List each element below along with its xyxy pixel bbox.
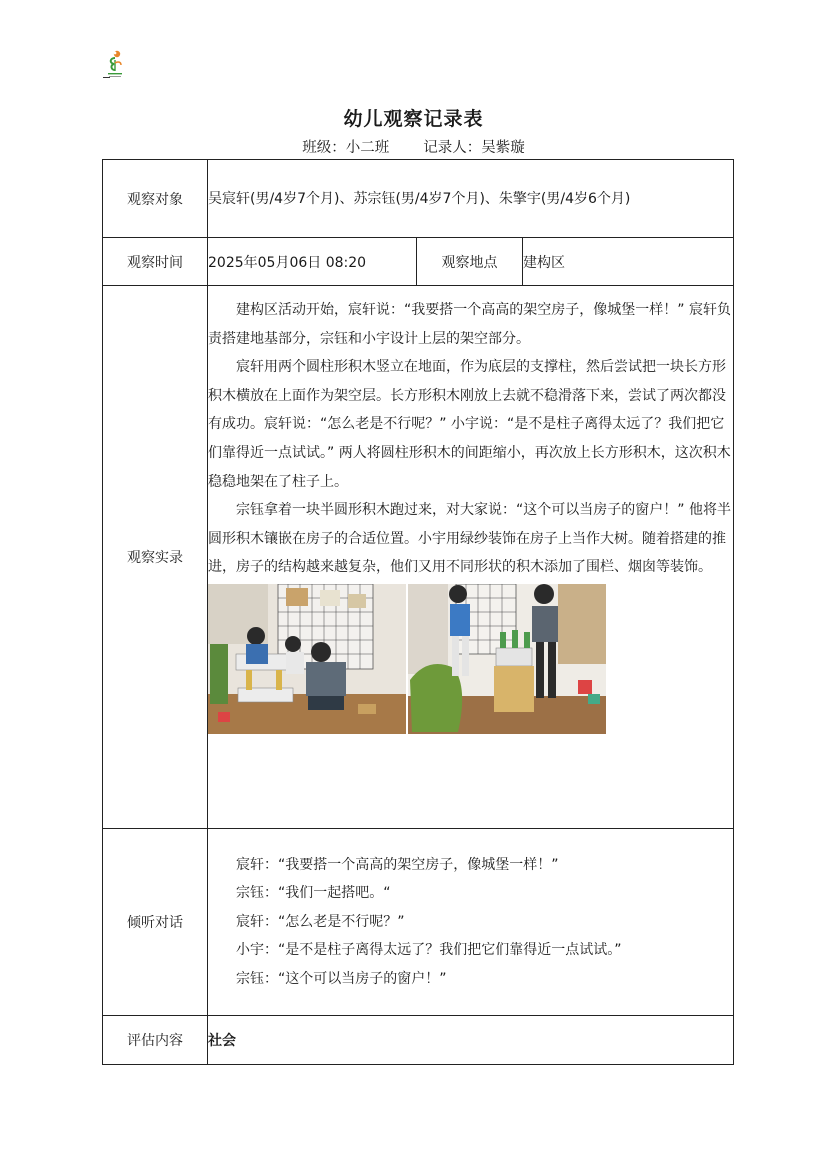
dialogue-label: 倾听对话: [103, 829, 208, 1016]
record-paragraph: 建构区活动开始，宸轩说：“我要搭一个高高的架空房子，像城堡一样！” 宸轩负责搭建地基部分，宗钰和小宇设计上层的架空部分。: [208, 302, 731, 347]
dialogue-line: 宸轩：“怎么老是不行呢？”: [236, 913, 405, 930]
dialogue-line: 宸轩：“我要搭一个高高的架空房子，像城堡一样！”: [236, 856, 559, 873]
place-label: 观察地点: [417, 238, 523, 286]
page-title: 幼儿观察记录表: [343, 108, 484, 130]
record-paragraph: 宸轩用两个圆柱形积木竖立在地面，作为底层的支撑柱，然后尝试把一块长方形积木横放在上面作为架空层。长方形积木刚放上去就不稳滑落下来，尝试了两次都没有成功。宸轩说：“怎么老是不行呢？” 小宇说：“是不是柱子离得太远了？我们把它们靠得近一点试试。” 两人将圆柱形积木的间距缩小，再次放上长方形积木，这次积木稳稳地架在了柱子上。: [208, 359, 731, 490]
observation-table: [102, 159, 734, 1065]
dialogue-line: 宗钰：“这个可以当房子的窗户！”: [236, 970, 447, 987]
assessment-row: [103, 1016, 734, 1065]
place-value: 建构区: [523, 238, 734, 286]
record-row: [103, 286, 734, 829]
record-label: 观察实录: [103, 286, 208, 829]
time-row: [103, 238, 734, 286]
dialogue-row: [103, 829, 734, 1016]
class-label: 班级：小二班: [302, 140, 390, 156]
activity-photo-right: [408, 584, 606, 734]
record-paragraph: 宗钰拿着一块半圆形积木跑过来，对大家说：“这个可以当房子的窗户！” 他将半圆形积木镶嵌在房子的合适位置。小宇用绿纱装饰在房子上当作大树。随着搭建的推进，房子的结构越来越复杂，他们又用不同形状的积木添加了围栏、烟囱等装饰。: [208, 502, 731, 576]
assessment-value: 社会: [208, 1016, 734, 1065]
assessment-label: 评估内容: [103, 1016, 208, 1065]
time-value: 2025年05月06日 08:20: [208, 238, 417, 286]
subject-value: 吴宸轩(男/4岁7个月)、苏宗钰(男/4岁7个月)、朱擎宇(男/4岁6个月): [208, 160, 734, 238]
school-logo-icon: [104, 49, 126, 79]
header-rule: [103, 77, 110, 78]
photo-strip: [208, 584, 733, 734]
dialogue-content: [208, 829, 734, 1016]
record-content: [208, 286, 734, 829]
time-label: 观察时间: [103, 238, 208, 286]
recorder-label: 记录人：吴紫璇: [423, 140, 525, 156]
subject-row: [103, 160, 734, 238]
page-subtitle: [0, 136, 827, 157]
dialogue-line: 宗钰：“我们一起搭吧。“: [236, 885, 391, 902]
activity-photo-left: [208, 584, 406, 734]
subject-label: 观察对象: [103, 160, 208, 238]
dialogue-line: 小宇：“是不是柱子离得太远了？我们把它们靠得近一点试试。”: [236, 942, 622, 959]
